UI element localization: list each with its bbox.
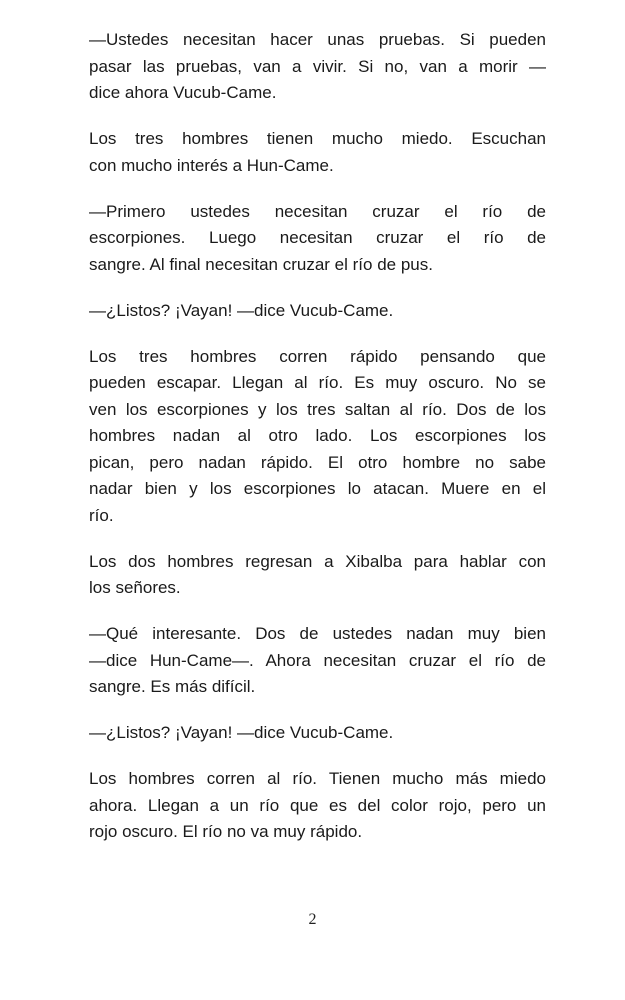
text-line: —¿Listos? ¡Vayan! —dice Vucub-Came. (89, 723, 394, 742)
text-line: escorpiones. Luego necesitan cruzar el río de (89, 228, 546, 247)
paragraph (89, 298, 546, 325)
text-line: dice ahora Vucub-Came. (89, 83, 277, 102)
text-line: —Qué interesante. Dos de ustedes nadan muy bien (89, 624, 546, 643)
paragraph (89, 621, 546, 701)
text-line: ven los escorpiones y los tres saltan al río. Dos de los (89, 399, 546, 419)
paragraph (89, 199, 546, 279)
text-line: pasar las pruebas, van a vivir. Si no, van a morir — (89, 56, 546, 76)
text-line: —¿Listos? ¡Vayan! —dice Vucub-Came. (89, 300, 394, 320)
text-line: hombres nadan al otro lado. Los escorpiones los (89, 426, 546, 445)
text-line: sangre. Es más difícil. (89, 677, 256, 696)
paragraph (89, 126, 546, 179)
text-line: Los tres hombres corren rápido pensando que (89, 346, 546, 366)
text-line: Los hombres corren al río. Tienen mucho más miedo (89, 769, 546, 788)
text-line: rojo oscuro. El río no va muy rápido. (89, 822, 363, 841)
text-line: —Ustedes necesitan hacer unas pruebas. Si pueden (89, 30, 546, 49)
page-body (89, 27, 546, 865)
text-line: —Primero ustedes necesitan cruzar el río de (89, 201, 546, 221)
text-line: —dice Hun-Came—. Ahora necesitan cruzar el río de (89, 650, 546, 670)
text-line: río. (89, 505, 114, 525)
paragraph (89, 720, 546, 747)
paragraph (89, 549, 546, 602)
text-line: pueden escapar. Llegan al río. Es muy oscuro. No se (89, 373, 546, 392)
paragraph (89, 766, 546, 846)
text-line: sangre. Al final necesitan cruzar el río de pus. (89, 254, 433, 274)
text-line: Los tres hombres tienen mucho miedo. Escuchan (89, 129, 546, 148)
page-number: 2 (308, 911, 317, 928)
paragraph (89, 344, 546, 530)
text-line: Los dos hombres regresan a Xibalba para hablar con (89, 551, 546, 571)
text-line: los señores. (89, 578, 181, 597)
text-line: pican, pero nadan rápido. El otro hombre no sabe (89, 452, 546, 472)
text-line: ahora. Llegan a un río que es del color rojo, pero un (89, 795, 546, 815)
text-line: con mucho interés a Hun-Came. (89, 155, 334, 175)
paragraph (89, 27, 546, 107)
text-line: nadar bien y los escorpiones lo atacan. Muere en el (89, 479, 546, 498)
